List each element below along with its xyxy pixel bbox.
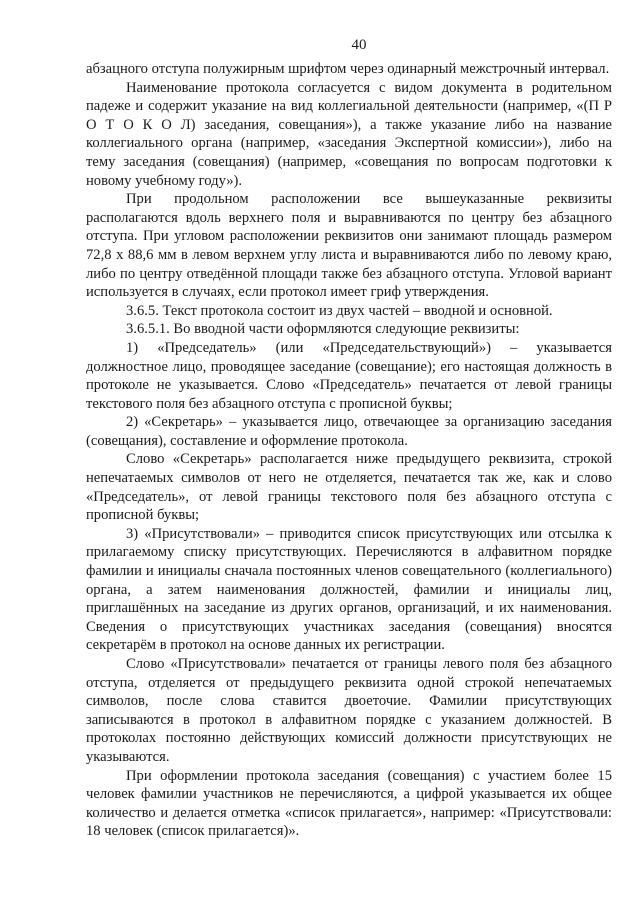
paragraph: При оформлении протокола заседания (совещания) с участием более 15 человек фамилии участников не перечисляются, а цифрой указывается их общее количество и делается отметка «список прилагается», например: «Присутствовали: 18 человек (список прилагается)».	[86, 767, 612, 840]
body-text	[86, 60, 612, 841]
paragraph: При продольном расположении все вышеуказанные реквизиты располагаются вдоль верхнего поля и выравниваются по центру без абзацного отступа. При угловом расположении реквизитов они занимают площадь размером 72,8 х 88,6 мм в левом верхнем углу листа и выравниваются либо по левому краю, либо по центру отведённой площади также без абзацного отступа. Угловой вариант используется в случаях, если протокол имеет гриф утверждения.	[86, 191, 612, 301]
paragraph: Слово «Секретарь» располагается ниже предыдущего реквизита, строкой непечатаемых символов от него не отделяется, печатается так же, как и слово «Председатель», от левой границы текстового поля без абзацного отступа с прописной буквы;	[86, 451, 612, 524]
paragraph: Наименование протокола согласуется с видом документа в родительном падеже и содержит указание на вид коллегиальной деятельности (например, «(П Р О Т О К О Л) заседания, совещания»), а также указание либо на название коллегиального органа (например, «заседания Экспертной комиссии»), либо на тему заседания (совещания) (например, «совещания по вопросам подготовки к новому учебному году»).	[86, 79, 612, 189]
paragraph: Слово «Присутствовали» печатается от границы левого поля без абзацного отступа, отделяется от предыдущего реквизита одной строкой непечатаемых символов, после слова ставится двоеточие. Фамилии присутствующих записываются в протокол в алфавитном порядке с указанием должностей. В протоколах постоянно действующих комиссий должности присутствующих не указываются.	[86, 656, 612, 765]
paragraph: 2) «Секретарь» – указывается лицо, отвечающее за организацию заседания (совещания), составление и оформление протокола.	[86, 414, 612, 449]
page-number: 40	[351, 37, 367, 53]
paragraph: 3.6.5.1. Во вводной части оформляются следующие реквизиты:	[126, 321, 520, 338]
paragraph: 1) «Председатель» (или «Председательствующий») – указывается должностное лицо, проводящее заседание (совещание); его настоящая должность в протоколе не указывается. Слово «Председатель» печатается от левой границы текстового поля без абзацного отступа с прописной буквы;	[86, 339, 612, 412]
paragraph: 3.6.5. Текст протокола состоит из двух частей – вводной и основной.	[126, 302, 553, 319]
paragraph: 3) «Присутствовали» – приводится список присутствующих или отсылка к прилагаемому списку присутствующих. Перечисляются в алфавитном порядке фамилии и инициалы сначала постоянных членов совещательного (коллегиального) органа, а затем наименования должностей, фамилии и инициалы лиц, приглашённых на заседание из других органов, организаций, и их наименования. Сведения о присутствующих участниках заседания (совещания) вносятся секретарём в протокол на основе данных их регистрации.	[86, 525, 612, 654]
paragraph: абзацного отступа полужирным шрифтом через одинарный межстрочный интервал.	[86, 61, 610, 77]
